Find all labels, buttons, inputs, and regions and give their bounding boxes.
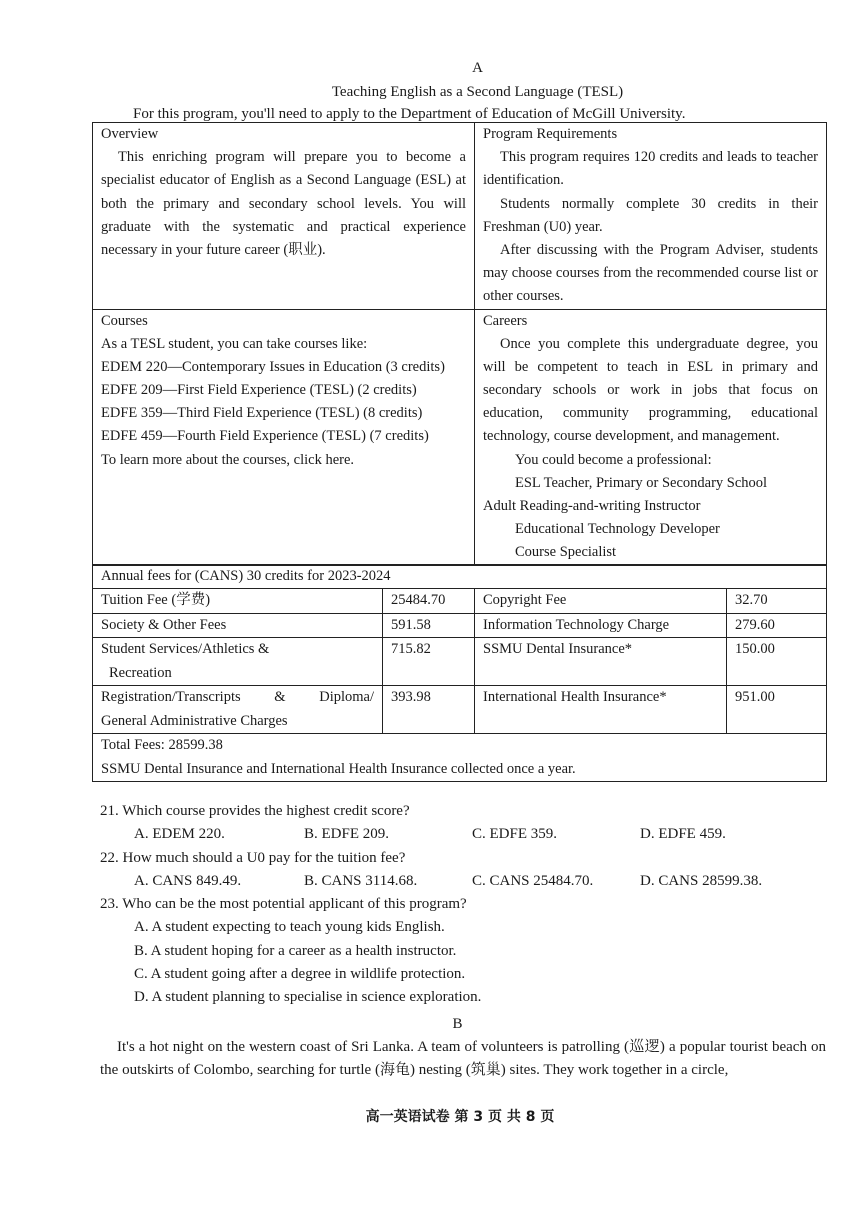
requirements-cell [475, 123, 827, 310]
fee-value: 591.58 [383, 613, 475, 637]
course-item: EDFE 209—First Field Experience (TESL) (2 credits) [101, 382, 417, 399]
requirements-p2: Students normally complete 30 credits in their Freshman (U0) year. [483, 195, 818, 235]
fee-label: International Health Insurance* [475, 686, 727, 734]
fees-row [93, 638, 827, 686]
fee-label: Copyright Fee [475, 589, 727, 613]
courses-heading: Courses [101, 312, 148, 329]
option: B. A student hoping for a career as a health instructor. [134, 942, 457, 959]
courses-cell [93, 309, 475, 565]
overview-cell [93, 123, 475, 310]
option: A. A student expecting to teach young kids English. [134, 919, 445, 936]
fee-label-multiline [93, 686, 383, 734]
fee-value: 951.00 [727, 686, 827, 734]
doc-title: Teaching English as a Second Language (TESL) [331, 84, 624, 100]
fees-table [92, 564, 827, 782]
fee-label-line2: General Administrative Charges [101, 712, 288, 729]
fee-label: Society & Other Fees [93, 613, 383, 637]
option: D. CANS 28599.38. [640, 872, 763, 889]
question-stem: 23. Who can be the most potential applicant of this program? [100, 896, 467, 912]
fee-value: 150.00 [727, 638, 827, 686]
option: A. CANS 849.49. [134, 872, 242, 889]
question-stem: 22. How much should a U0 pay for the tuition fee? [100, 849, 406, 866]
option: C. CANS 25484.70. [472, 872, 594, 889]
requirements-heading: Program Requirements [483, 126, 618, 142]
fee-value: 393.98 [383, 686, 475, 734]
fee-value: 25484.70 [383, 589, 475, 613]
fee-value: 32.70 [727, 589, 827, 613]
option: B. EDFE 209. [304, 826, 390, 843]
career-role: Adult Reading-and-writing Instructor [483, 498, 701, 514]
question-stem: 21. Which course provides the highest credit score? [100, 803, 410, 819]
career-role: ESL Teacher, Primary or Secondary School [515, 474, 768, 491]
fees-row [93, 589, 827, 613]
questions [100, 800, 830, 1009]
courses-intro: As a TESL student, you can take courses like: [101, 335, 368, 352]
careers-heading: Careers [483, 312, 528, 329]
career-role: Course Specialist [515, 544, 617, 561]
courses-link[interactable]: click here. [293, 451, 355, 468]
question-options [100, 870, 830, 893]
fees-row [93, 613, 827, 637]
careers-cell [475, 309, 827, 565]
page-footer: 高一英语试卷 第 3 页 共 8 页 [365, 1109, 555, 1125]
intro-text: For this program, you'll need to apply to the Department of Education of McGill University. [133, 106, 686, 122]
section-a-letter: A [472, 60, 483, 76]
careers-become: You could become a professional: [515, 451, 712, 468]
option: A. EDEM 220. [134, 826, 225, 843]
careers-text: Once you complete this undergraduate degree, you will be competent to teach in ESL in primary and secondary schools or work in jobs that focus on education, community programming, educational technology, course development, and management. [483, 335, 818, 445]
career-role: Educational Technology Developer [515, 521, 720, 538]
fees-row [93, 686, 827, 734]
question-options [100, 823, 830, 846]
courses-more-prefix: To learn more about the courses, [101, 451, 291, 468]
fee-label-line1: Registration/Transcripts & Diploma/ [101, 689, 374, 706]
fees-title: Annual fees for (CANS) 30 credits for 2023-2024 [93, 565, 827, 589]
overview-heading: Overview [101, 126, 159, 142]
fee-value: 715.82 [383, 638, 475, 686]
requirements-p1: This program requires 120 credits and leads to teacher identification. [483, 149, 818, 189]
fees-note: SSMU Dental Insurance and International Health Insurance collected once a year. [101, 760, 576, 777]
fee-label-line2: Recreation [109, 664, 172, 681]
section-b-letter: B [452, 1016, 463, 1032]
course-item: EDFE 359—Third Field Experience (TESL) (8 credits) [101, 405, 423, 422]
overview-text: This enriching program will prepare you to become a specialist educator of English as a Second Language (ESL) at both the primary and secondary school levels. You will graduate with the systematic and practical experience necessary in your future career (职业). [101, 149, 466, 258]
fees-summary [93, 734, 827, 782]
option: D. A student planning to specialise in science exploration. [134, 989, 482, 1005]
fee-label: Tuition Fee (学费) [93, 589, 383, 613]
fee-label-line1: Student Services/Athletics & [101, 641, 270, 658]
option: D. EDFE 459. [640, 826, 726, 843]
passage-b-text: It's a hot night on the western coast of Sri Lanka. A team of volunteers is patrolling (巡逻) a popular tourist beach on the outskirts of Colombo, searching for turtle (海龟) nesting (筑巢) sites. They work together in a circle, [100, 1039, 826, 1079]
fee-value: 279.60 [727, 613, 827, 637]
option: B. CANS 3114.68. [304, 872, 418, 889]
fee-label-multiline [93, 638, 383, 686]
courses-more [101, 449, 466, 472]
fees-total: Total Fees: 28599.38 [101, 737, 223, 754]
program-info-table [92, 122, 827, 566]
course-item: EDFE 459—Fourth Field Experience (TESL) (7 credits) [101, 428, 429, 445]
course-item: EDEM 220—Contemporary Issues in Education (3 credits) [101, 358, 445, 375]
fee-label: Information Technology Charge [475, 613, 727, 637]
fee-label: SSMU Dental Insurance* [475, 638, 727, 686]
option: C. A student going after a degree in wildlife protection. [134, 965, 466, 982]
option: C. EDFE 359. [472, 826, 558, 843]
requirements-p3: After discussing with the Program Adviser, students may choose courses from the recommended course list or other courses. [483, 241, 818, 305]
